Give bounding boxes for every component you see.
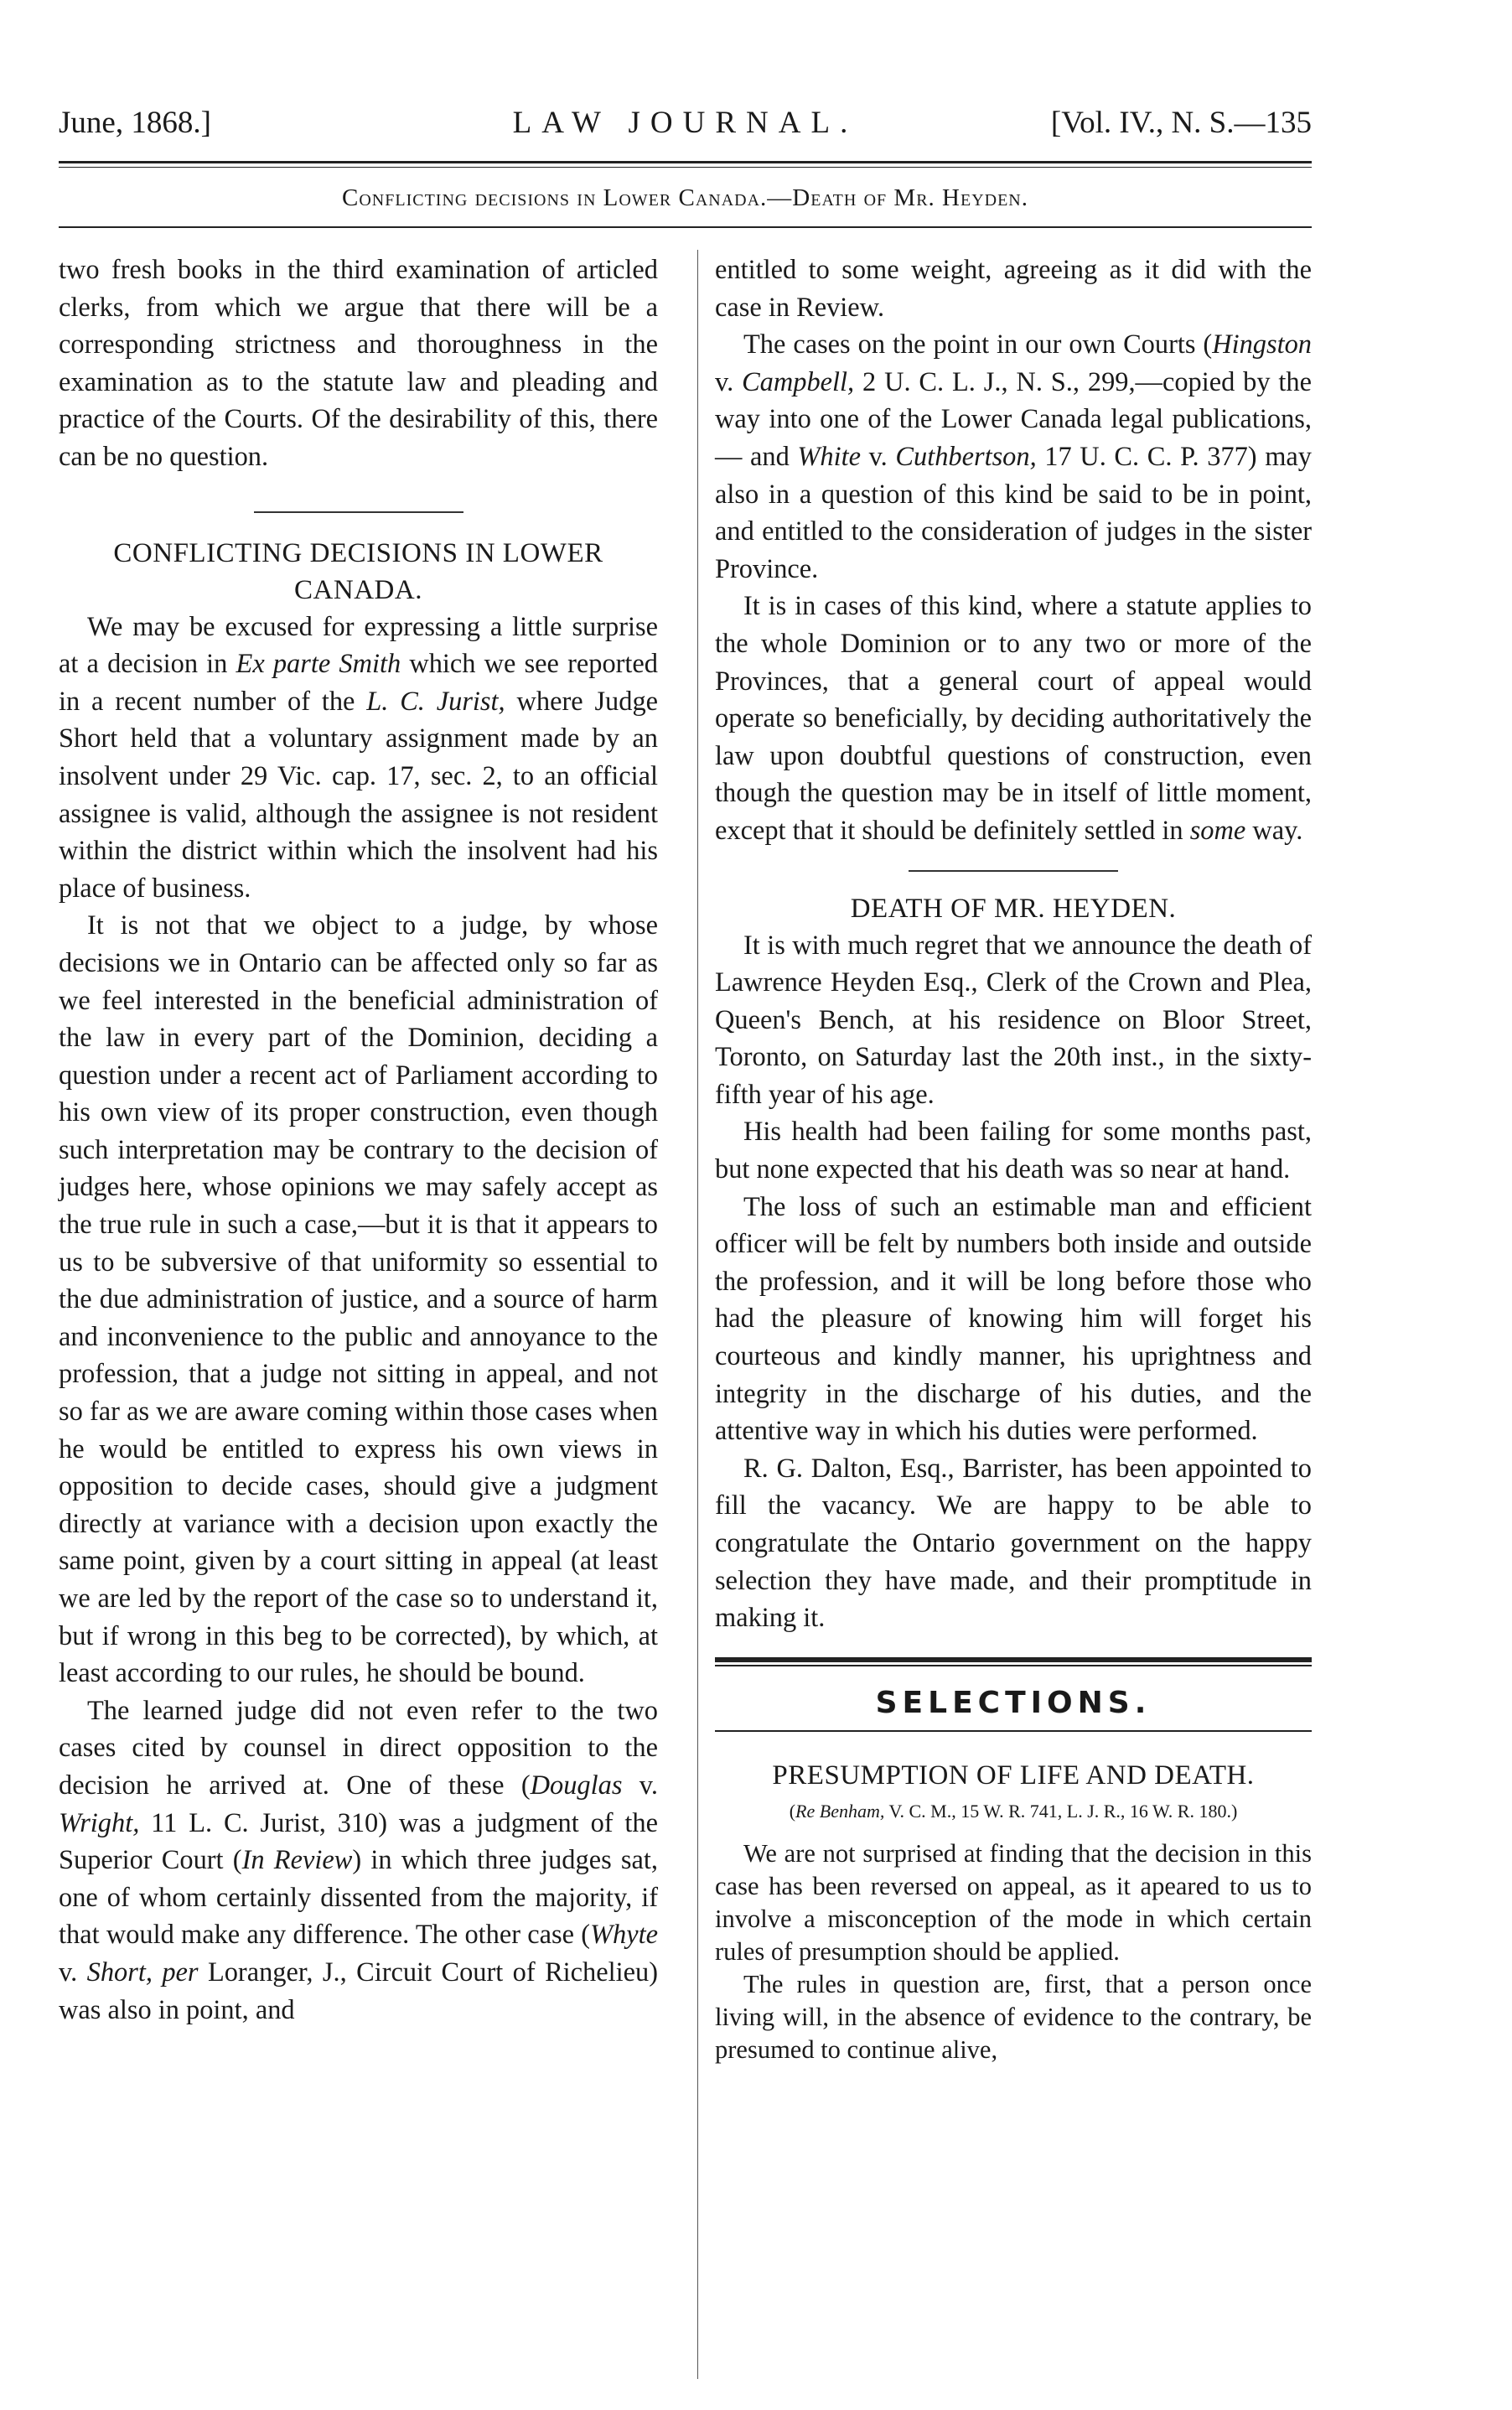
paragraph-reversed: We are not surprised at finding that the decision in this case has been reversed on appeal, as it apeared to us to involve a misconception of the mode in which certain rules of presumption should be applied. — [715, 1839, 1312, 1967]
paragraph-objection: It is not that we object to a judge, by whose decisions we in Ontario can be affected only so far as we feel interested in the beneficial administration of the law in every part of the Dominion, deciding a question under a recent act of Parliament according to his own view of its proper construction, even though such interpretation may be contrary to the decision of judges here, whose opinions we may safely accept as the true rule in such a case,—but it is that it appears to us to be subversive of that uniformity so essential to the due administration of justice, and a source of harm and inconvenience to the public and annoyance to the profession, that a judge not sitting in appeal, and not so far as we are aware coming within those cases when he would be entitled to express his own views in opposition to decide cases, should give a judgment directly at variance with a decision upon exactly the same point, given by a court sitting in appeal (at least we are led by the report of the case so to understand it, but if wrong in this beg to be corrected), by which, at least according to our rules, he should be bound. — [59, 910, 658, 1689]
heading-presumption: PRESUMPTION OF LIFE AND DEATH. — [772, 1760, 1255, 1791]
subtitle-rule — [59, 226, 1312, 228]
heading-death-of-heyden: DEATH OF MR. HEYDEN. — [850, 893, 1177, 924]
paragraph-rules: The rules in question are, first, that a person once living will, in the absence of evidence to the contrary, be presumed to continue alive, — [715, 1970, 1312, 2065]
header-rule-thick — [59, 161, 1312, 163]
left-column — [59, 251, 658, 2029]
selections-rule-bottom — [715, 1730, 1312, 1732]
page-subtitle: Conflicting decisions in Lower Canada.—Death of Mr. Heyden. — [342, 184, 1028, 211]
header-volume-page: [Vol. IV., N. S.—135 — [1050, 106, 1312, 140]
column-divider — [697, 250, 698, 2379]
paragraph-own-courts: The cases on the point in our own Courts (Hingston v. Campbell, 2 U. C. L. J., N. S., 299,—copied by the way into one of the Lower Canada legal publications, — and White v. Cuthbertson, 17 U. C. C. P. 377) may also in a question of this kind be said to be in point, and entitled to the consideration of judges in the sister Province. — [715, 329, 1312, 584]
paragraph-dalton: R. G. Dalton, Esq., Barrister, has been appointed to fill the vacancy. We are happy to be able to congratulate the Ontario government on the happy selection they have made, and their promptitude in making it. — [715, 1453, 1312, 1634]
running-header — [59, 105, 1312, 155]
paragraph-continued: entitled to some weight, agreeing as it did with the case in Review. — [715, 255, 1312, 323]
heading-conflicting-decisions: CONFLICTING DECISIONS IN LOWER CANADA. — [113, 537, 603, 605]
paragraph-court-of-appeal: It is in cases of this kind, where a statute applies to the whole Dominion or to any two or more of the Provinces, that a general court of appeal would operate so beneficially, by deciding authoritatively the law upon doubtful questions of construction, even though the question may be in itself of little moment, except that it should be definitely settled in some way. — [715, 591, 1312, 846]
paragraph-loss: The loss of such an estimable man and efficient officer will be felt by numbers both inside and outside the profession, and it will be long before those who had the pleasure of knowing him will forget his courteous and kindly manner, his uprightness and integrity in the discharge of his duties, and the attentive way in which his duties were performed. — [715, 1191, 1312, 1447]
heading-selections: SELECTIONS. — [875, 1685, 1152, 1720]
paragraph-ex-parte-smith: We may be excused for expressing a little surprise at a decision in Ex parte Smith which we see reported in a recent number of the L. C. Jurist, where Judge Short held that a voluntary assignment made by an insolvent under 29 Vic. cap. 17, sec. 2, to an official assignee is valid, although the assignee is not resident within the district within which the insolvent had his place of business. — [59, 611, 659, 904]
paragraph-cases-cited: The learned judge did not even refer to the two cases cited by counsel in direct opposition to the decision he arrived at. One of these (Douglas v. Wright, 11 L. C. Jurist, 310) was a judgment of the Superior Court (In Review) in which three judges sat, one of whom certainly dissented from the majority, if that would make any difference. The other case (Whyte v. Short, per Loranger, J., Circuit Court of Richelieu) was also in point, and — [59, 1695, 658, 2025]
presumption-text — [715, 1837, 1312, 2066]
paragraph-intro: two fresh books in the third examination of articled clerks, from which we argue that there will be a corresponding strictness and thoroughness in the examination as to the statute law and pleading and practice of the Courts. Of the desirability of this, there can be no question. — [59, 255, 658, 472]
selections-rule-thick — [715, 1657, 1312, 1662]
section-divider — [254, 511, 463, 513]
header-journal-title: LAW JOURNAL. — [512, 106, 858, 140]
selections-rule-thin — [715, 1665, 1312, 1666]
right-column — [715, 251, 1312, 2066]
header-date: June, 1868.] — [59, 106, 211, 140]
paragraph-health: His health had been failing for some months past, but none expected that his death was so near at hand. — [715, 1117, 1312, 1185]
header-rule-thin — [59, 167, 1312, 168]
case-citation: (Re Benham, V. C. M., 15 W. R. 741, L. J. R., 16 W. R. 180.) — [789, 1801, 1238, 1822]
paragraph-announcement: It is with much regret that we announce the death of Lawrence Heyden Esq., Clerk of the Crown and Plea, Queen's Bench, at his residence on Bloor Street, Toronto, on Saturday last the 20th inst., in the sixty-fifth year of his age. — [715, 930, 1312, 1110]
section-divider — [909, 870, 1118, 872]
